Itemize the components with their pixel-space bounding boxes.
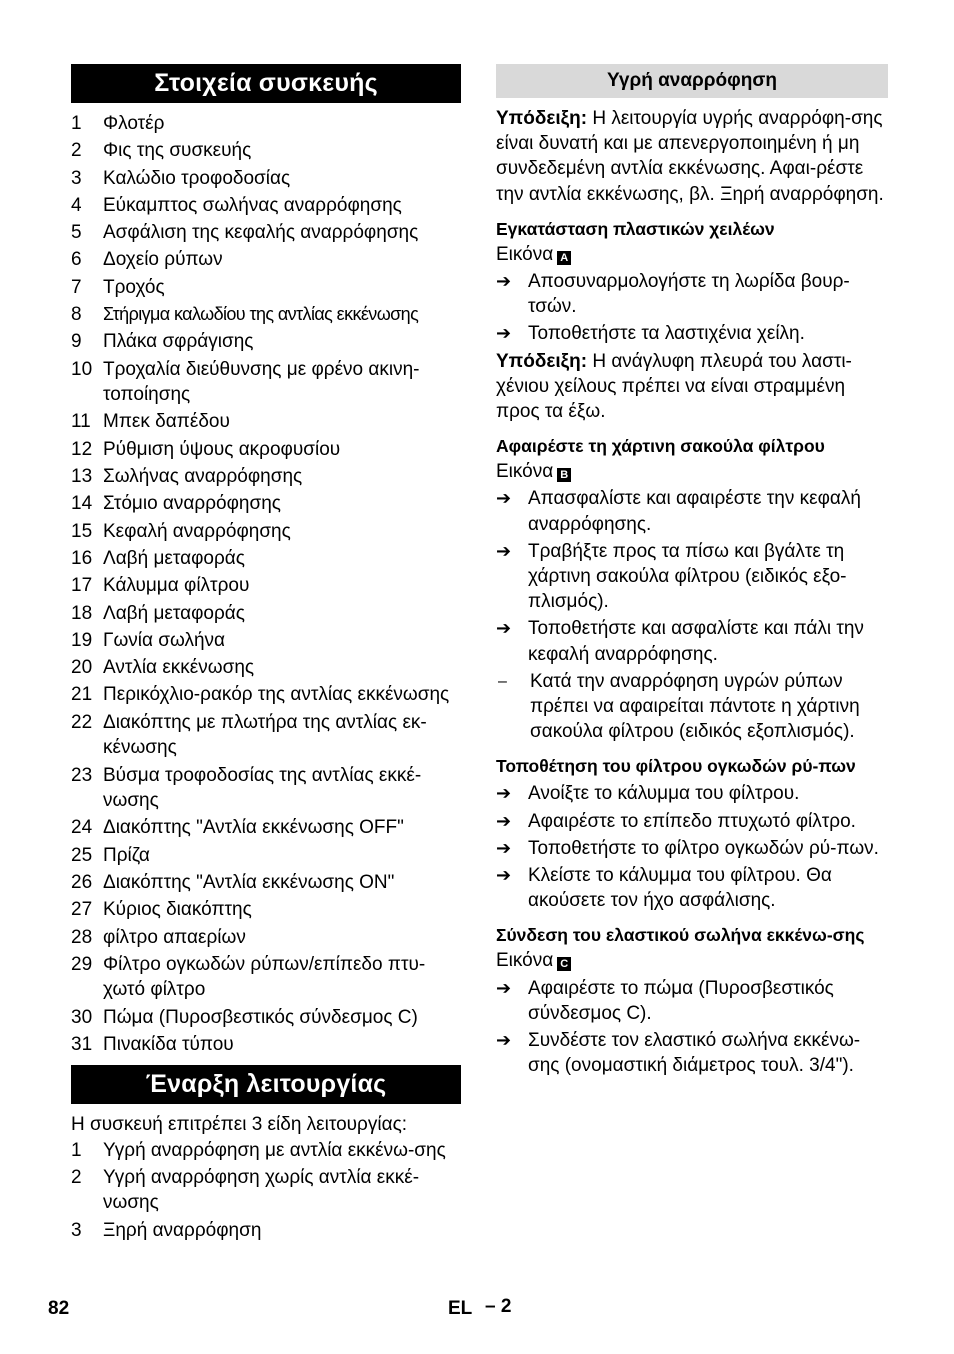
section-title-wet-vacuuming: Υγρή αναρρόφηση [496,64,888,98]
list-item [71,275,461,301]
list-item-number: 3 [71,167,82,189]
list-item-number: 19 [71,629,93,651]
instruction-step [496,539,888,615]
list-item [71,1005,461,1031]
list-item [71,409,461,435]
instruction-step-text: Αποσυναρμολογήστε τη λωρίδα βουρ-τσών. [528,271,850,318]
list-item-number: 2 [71,1166,82,1188]
steps-coarse-filter [496,781,888,913]
list-item [71,437,461,463]
list-item-number: 23 [71,764,93,786]
figure-b-box: B [557,468,571,482]
list-item [71,357,461,408]
figure-label: Εικόνα [496,461,554,483]
list-item [71,138,461,164]
list-item-number: 22 [71,711,93,733]
list-item-text: Στήριγμα καλωδίου της αντλίας εκκένωσης [103,304,419,325]
list-item [71,1032,461,1058]
list-item-text: Σωλήνας αναρρόφησης [103,466,303,488]
list-item-number: 10 [71,358,93,380]
list-item-text: Κάλυμμα φίλτρου [103,575,250,597]
list-item-number: 31 [71,1033,93,1055]
list-item-text: Διακόπτης "Αντλία εκκένωσης ON" [103,871,395,893]
list-item [71,897,461,923]
steps-plastic-lips [496,269,888,347]
list-item-text: Δοχείο ρύπων [103,249,223,271]
list-item-number: 30 [71,1006,93,1028]
list-item-number: 15 [71,520,93,542]
list-item-number: 14 [71,493,93,515]
list-item [71,628,461,654]
note-2 [496,349,888,425]
arrow-icon: ➔ [496,271,512,292]
list-item [71,464,461,490]
operation-intro: Η συσκευή επιτρέπει 3 είδη λειτουργίας: [71,1114,408,1136]
list-item [71,166,461,192]
list-item-number: 1 [71,113,82,134]
dash-note-text: Κατά την αναρρόφηση υγρών ρύπων πρέπει να αφαιρείται πάντοτε η χάρτινη σακούλα φίλτρου (ειδικός εξοπλισμός). [530,670,860,743]
instruction-step [496,809,888,834]
list-item-number: 11 [71,411,91,433]
list-item-number: 17 [71,575,93,597]
arrow-icon: ➔ [496,865,512,886]
instruction-step [496,836,888,861]
arrow-icon: ➔ [496,837,512,858]
list-item [71,329,461,355]
arrow-icon: ➔ [496,810,512,831]
list-item [71,682,461,708]
list-item-text: Εύκαμπτος σωλήνας αναρρόφησης [103,194,402,216]
figure-ref-c [496,948,888,973]
page-sub-number: – 2 [485,1296,512,1317]
list-item-text: Κύριος διακόπτης [103,899,252,921]
list-item-text: φίλτρο απαερίων [103,926,246,948]
heading-drain-hose: Σύνδεση του ελαστικού σωλήνα εκκένω-σης [496,925,865,946]
list-item-number: 7 [71,276,82,298]
list-item-text: Καλώδιο τροφοδοσίας [103,167,291,189]
instruction-step-text: Ανοίξτε το κάλυμμα του φίλτρου. [528,783,800,805]
list-item-text: Διακόπτης με πλωτήρα της αντλίας εκ-κένωσης [103,711,427,759]
list-item-number: 12 [71,438,93,460]
list-item-number: 16 [71,547,93,569]
dash-marker: – [498,672,507,690]
list-item [71,710,461,761]
list-item [71,302,461,328]
device-elements-list [71,111,461,1057]
list-item-text: Ξηρή αναρρόφηση [103,1219,262,1241]
list-item [71,1138,461,1164]
figure-a-box: A [557,251,571,265]
list-item-number: 20 [71,657,93,679]
list-item-number: 4 [71,194,82,216]
list-item-text: Υγρή αναρρόφηση με αντλία εκκένω-σης [103,1139,446,1161]
list-item-text: Βύσμα τροφοδοσίας της αντλίας εκκέ-νωσης [103,764,422,812]
list-item-text: Γωνία σωλήνα [103,629,226,651]
list-item-text: Περικόχλιο-ρακόρ της αντλίας εκκένωσης [103,684,450,706]
figure-label: Εικόνα [496,950,554,972]
list-item [71,247,461,273]
dash-note-paper-bag [496,669,888,745]
list-item-number: 27 [71,899,93,921]
note-1 [496,106,888,207]
operation-modes-list [71,1138,461,1244]
arrow-icon: ➔ [496,540,512,561]
list-item [71,519,461,545]
list-item-text: Στόμιο αναρρόφησης [103,493,281,515]
list-item [71,763,461,814]
list-item-number: 9 [71,331,82,353]
list-item-text: Πώμα (Πυροσβεστικός σύνδεσμος C) [103,1006,418,1028]
list-item-number: 3 [71,1219,82,1241]
instruction-step [496,863,888,913]
arrow-icon: ➔ [496,488,512,509]
instruction-step [496,269,888,319]
list-item-text: Μπεκ δαπέδου [103,411,230,433]
instruction-step [496,616,888,666]
list-item-number: 26 [71,871,93,893]
list-item [71,1218,461,1244]
arrow-icon: ➔ [496,1030,512,1051]
list-item-number: 28 [71,926,93,948]
section-title-start-operation: Έναρξη λειτουργίας [71,1065,461,1104]
list-item-text: Πρίζα [103,844,150,866]
list-item-number: 2 [71,140,82,162]
right-column [496,64,888,1079]
section-title-device-elements: Στοιχεία συσκευής [71,64,461,103]
note-1-label: Υπόδειξη: [496,108,588,129]
list-item-text: Πινακίδα τύπου [103,1033,234,1055]
list-item-number: 25 [71,844,93,866]
list-item-number: 6 [71,249,82,271]
list-item-number: 8 [71,304,82,326]
list-item-number: 1 [71,1139,82,1161]
arrow-icon: ➔ [496,618,512,639]
list-item-text: Υγρή αναρρόφηση χωρίς αντλία εκκέ-νωσης [103,1166,420,1214]
list-item [71,546,461,572]
steps-remove-paper-bag [496,486,888,666]
arrow-icon: ➔ [496,783,512,804]
instruction-step [496,781,888,806]
page-number: 82 [48,1298,70,1319]
instruction-step-text: Κλείστε το κάλυμμα του φίλτρου. Θα ακούσετε τον ήχο ασφάλισης. [528,865,832,912]
list-item [71,925,461,951]
list-item-text: Λαβή μεταφοράς [103,602,245,624]
heading-remove-paper-bag: Αφαιρέστε τη χάρτινη σακούλα φίλτρου [496,436,825,457]
list-item-text: Αντλία εκκένωσης [103,657,255,679]
instruction-step [496,976,888,1026]
instruction-step-text: Αφαιρέστε το πώμα (Πυροσβεστικός σύνδεσμος C). [528,977,834,1024]
left-column [71,64,461,1245]
list-item-number: 29 [71,953,93,975]
note-2-text: Η ανάγλυφη πλευρά του λαστι-χένιου χείλους πρέπει να είναι στραμμένη προς τα έξω. [496,350,852,423]
list-item-number: 13 [71,466,93,488]
list-item [71,220,461,246]
figure-c-box: C [557,957,571,971]
list-item-text: Ασφάλιση της κεφαλής αναρρόφησης [103,222,419,244]
list-item [71,870,461,896]
steps-drain-hose [496,976,888,1079]
instruction-step-text: Τοποθετήστε και ασφαλίστε και πάλι την κεφαλή αναρρόφησης. [528,618,864,665]
list-item-number: 5 [71,222,82,244]
heading-plastic-lips: Εγκατάσταση πλαστικών χειλέων [496,218,775,239]
list-item [71,1165,461,1216]
list-item [71,193,461,219]
instruction-step-text: Τοποθετήστε το φίλτρο ογκωδών ρύ-πων. [528,837,879,859]
list-item-number: 21 [71,684,93,706]
list-item [71,655,461,681]
instruction-step [496,321,888,346]
instruction-step [496,486,888,536]
instruction-step [496,1028,888,1078]
figure-ref-a [496,242,888,267]
instruction-step-text: Αφαιρέστε το επίπεδο πτυχωτό φίλτρο. [528,810,856,832]
arrow-icon: ➔ [496,323,512,344]
list-item-text: Τροχαλία διεύθυνσης με φρένο ακινη-τοποίησης [103,358,420,406]
list-item-text: Λαβή μεταφοράς [103,547,245,569]
list-item-text: Κεφαλή αναρρόφησης [103,520,291,542]
list-item-text: Φις της συσκευής [103,140,252,162]
list-item [71,111,461,137]
list-item-text: Διακόπτης "Αντλία εκκένωσης OFF" [103,817,404,839]
language-code: EL [448,1298,473,1319]
list-item [71,491,461,517]
list-item [71,601,461,627]
list-item-text: Φλοτέρ [103,113,165,134]
list-item-number: 18 [71,602,93,624]
instruction-step-text: Απασφαλίστε και αφαιρέστε την κεφαλή αναρρόφησης. [528,488,861,535]
figure-ref-b [496,459,888,484]
instruction-step-text: Τοποθετήστε τα λαστιχένια χείλη. [528,323,805,345]
figure-label: Εικόνα [496,243,554,265]
arrow-icon: ➔ [496,977,512,998]
instruction-step-text: Συνδέστε τον ελαστικό σωλήνα εκκένω-σης (ονομαστική διάμετρος τουλ. 3/4"). [528,1030,861,1077]
note-2-label: Υπόδειξη: [496,350,588,372]
list-item [71,843,461,869]
list-item-text: Τροχός [103,276,165,298]
list-item-number: 24 [71,817,93,839]
note-1-text: Η λειτουργία υγρής αναρρόφη-σης είναι δυνατή και με απενεργοποιημένη ή μη συνδεδεμένη αντλία εκκένωσης. Αφαι-ρέστε την αντλία εκκένωσης, βλ. Ξηρή αναρρόφηση. [496,108,884,205]
list-item [71,815,461,841]
list-item [71,573,461,599]
list-item-text: Πλάκα σφράγισης [103,331,254,353]
list-item-text: Ρύθμιση ύψους ακροφυσίου [103,438,341,460]
list-item-text: Φίλτρο ογκωδών ρύπων/επίπεδο πτυ-χωτό φίλτρο [103,953,426,1001]
list-item [71,952,461,1003]
instruction-step-text: Τραβήξτε προς τα πίσω και βγάλτε τη χάρτινη σακούλα φίλτρου (ειδικός εξο-πλισμός). [528,540,847,613]
heading-coarse-filter: Τοποθέτηση του φίλτρου ογκωδών ρύ-πων [496,756,856,777]
